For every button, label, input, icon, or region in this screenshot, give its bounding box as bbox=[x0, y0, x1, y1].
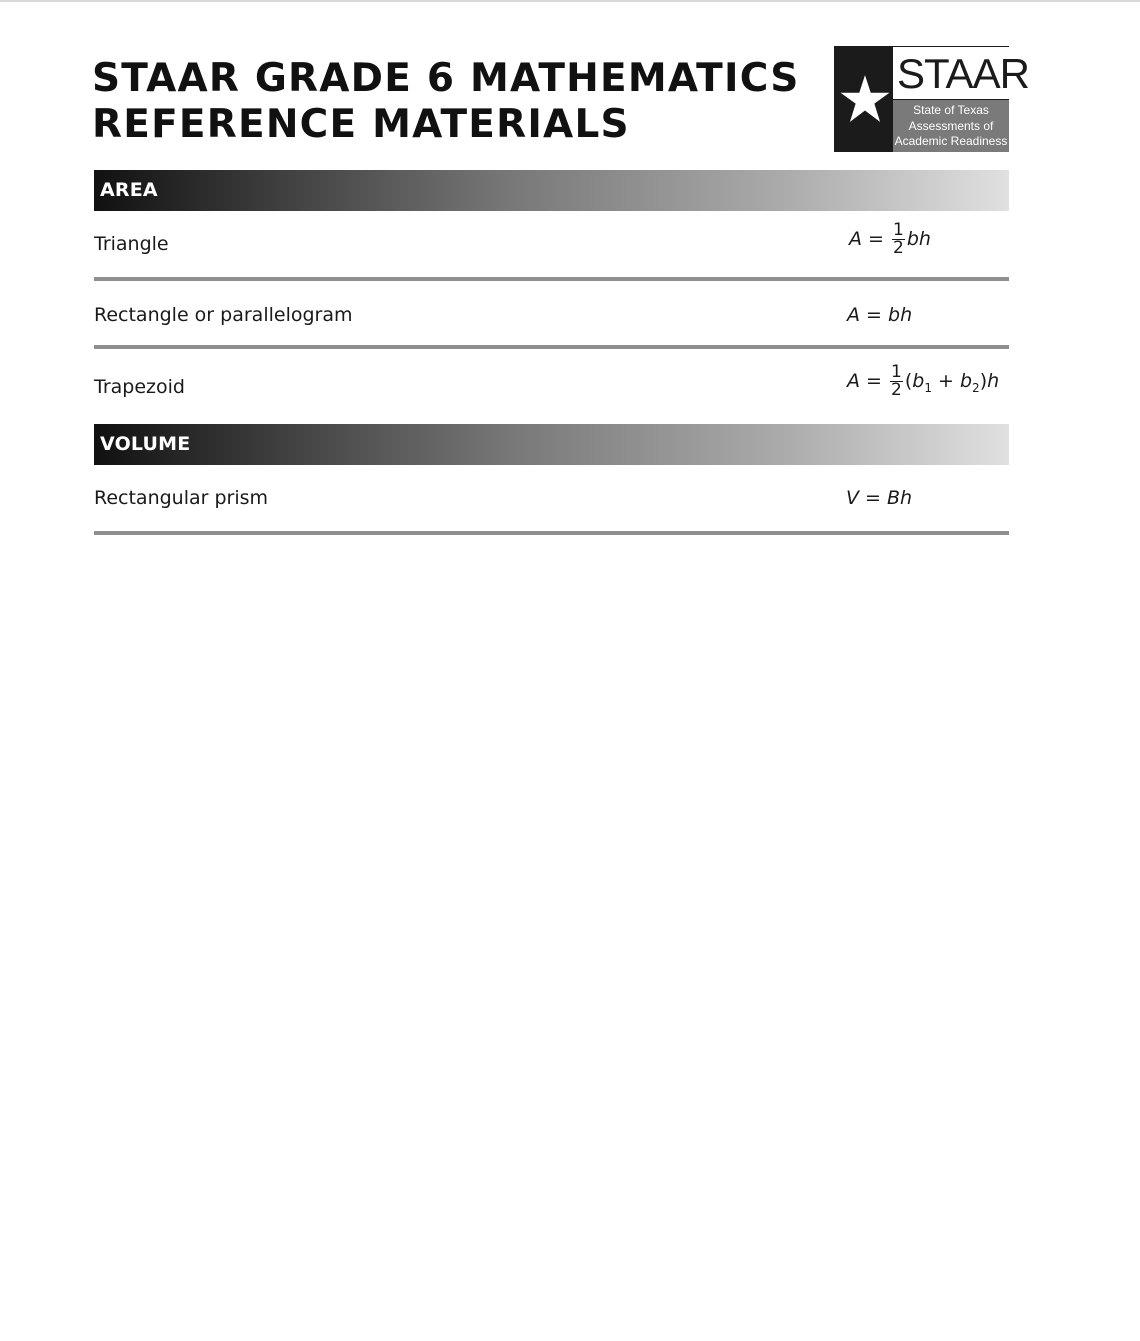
close-paren: ) bbox=[979, 370, 988, 392]
fraction-numerator: 1 bbox=[891, 362, 902, 382]
page-title-line-2: REFERENCE MATERIALS bbox=[92, 102, 630, 147]
subscript-two: 2 bbox=[972, 381, 980, 395]
formula-symbol: A bbox=[847, 370, 860, 392]
formula-rhs: bh bbox=[906, 228, 931, 250]
formula-equals: = bbox=[866, 370, 882, 392]
plus-sign: + bbox=[938, 370, 954, 392]
row-divider bbox=[94, 277, 1009, 281]
row-divider bbox=[94, 531, 1009, 535]
top-border bbox=[0, 0, 1140, 2]
formula-triangle bbox=[849, 222, 931, 257]
formula-rectangular-prism bbox=[846, 487, 912, 509]
height-symbol: h bbox=[987, 370, 1000, 392]
logo-subtitle-line-2: Assessments of bbox=[908, 118, 994, 133]
logo-wordmark-box bbox=[893, 47, 1029, 100]
section-header-volume bbox=[94, 424, 1009, 465]
formula-equals: = bbox=[865, 487, 881, 509]
staar-logo bbox=[834, 46, 1029, 152]
fraction-one-half bbox=[890, 364, 903, 399]
fraction-one-half bbox=[892, 222, 905, 257]
section-header-area bbox=[94, 170, 1009, 211]
logo-subtitle-line-3: Academic Readiness bbox=[894, 134, 1008, 148]
section-heading-area: AREA bbox=[100, 179, 158, 201]
row-divider bbox=[94, 345, 1009, 349]
formula-trapezoid bbox=[847, 364, 999, 399]
formula-symbol: A bbox=[849, 228, 862, 250]
fraction-denominator: 2 bbox=[891, 380, 902, 400]
formula-symbol: A bbox=[847, 304, 860, 326]
logo-subtitle-line-1: State of Texas bbox=[913, 103, 989, 117]
formula-rectangle bbox=[847, 304, 912, 326]
open-paren: ( bbox=[904, 370, 913, 392]
base-one: b bbox=[912, 370, 925, 392]
page-title-line-1: STAAR GRADE 6 MATHEMATICS bbox=[92, 56, 800, 101]
row-name-trapezoid: Trapezoid bbox=[94, 376, 185, 398]
section-heading-volume: VOLUME bbox=[100, 433, 191, 455]
logo-wordmark: STAAR bbox=[897, 50, 1029, 97]
page-title bbox=[92, 56, 800, 148]
fraction-denominator: 2 bbox=[893, 238, 904, 258]
formula-equals: = bbox=[866, 304, 882, 326]
star-icon bbox=[839, 73, 891, 125]
formula-equals: = bbox=[868, 228, 884, 250]
fraction-numerator: 1 bbox=[893, 220, 904, 240]
formula-rhs: Bh bbox=[887, 487, 913, 509]
base-two: b bbox=[959, 370, 973, 392]
formula-rhs: bh bbox=[888, 304, 913, 326]
row-name-triangle: Triangle bbox=[94, 233, 169, 255]
logo-subtitle-box bbox=[893, 100, 1009, 152]
subscript-one: 1 bbox=[924, 381, 932, 395]
formula-symbol: V bbox=[846, 487, 859, 509]
row-name-rectangle: Rectangle or parallelogram bbox=[94, 304, 353, 326]
row-name-rectangular-prism: Rectangular prism bbox=[94, 487, 269, 509]
